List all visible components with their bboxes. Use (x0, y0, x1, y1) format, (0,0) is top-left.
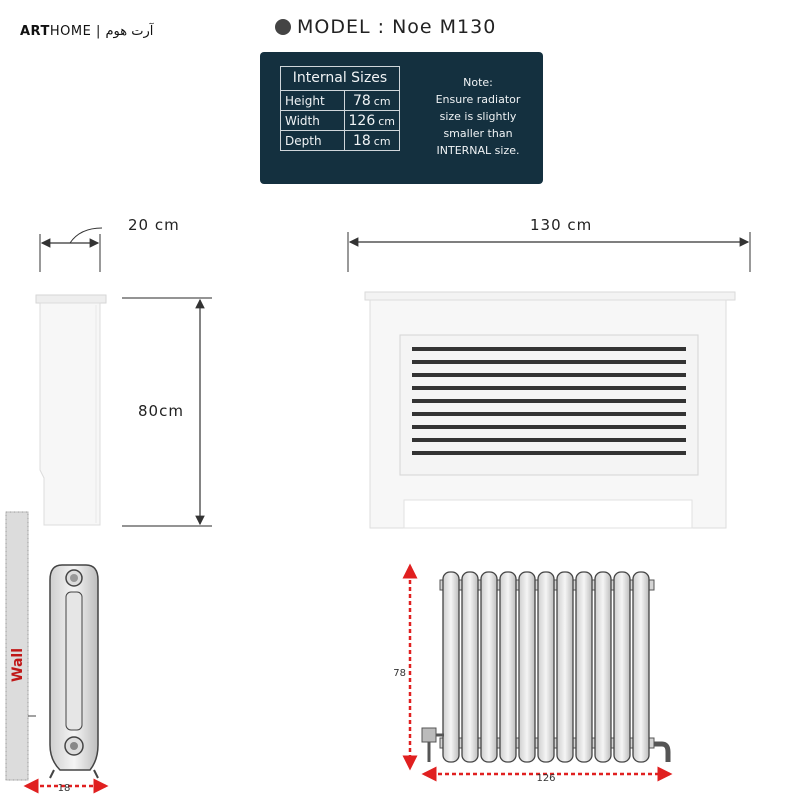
wall-label: Wall (10, 648, 26, 682)
note-line: smaller than (443, 127, 513, 140)
size-unit-height: cm (373, 94, 391, 108)
size-value-depth: 18 (352, 132, 371, 149)
note-line: size is slightly (439, 110, 517, 123)
model-value: Noe M130 (392, 16, 497, 38)
cover-depth-dimension (40, 228, 102, 272)
radiator-width-label: 126 (536, 773, 556, 784)
radiator-front-view (422, 572, 668, 762)
internal-sizes-title: Internal Sizes (281, 67, 399, 91)
model-label: MODEL (297, 16, 371, 38)
model-separator: : (377, 16, 386, 38)
wall-section (6, 512, 28, 780)
radiator-depth-label: 18 (57, 783, 71, 794)
size-unit-depth: cm (373, 134, 391, 148)
cover-width-label: 130 cm (530, 216, 593, 234)
brand-name-rest: HOME (49, 24, 92, 39)
note-line: Ensure radiator (435, 93, 521, 106)
radiator-height-label: 78 (393, 668, 406, 679)
cover-height-dimension (122, 298, 212, 526)
note-line: INTERNAL size. (436, 144, 520, 157)
size-unit-width: cm (378, 114, 395, 128)
note-title: Note: (463, 76, 493, 89)
cover-height-label: 80cm (138, 402, 184, 420)
cover-depth-label: 20 cm (128, 216, 180, 234)
brand-arabic: آرت هوم (105, 24, 154, 39)
size-value-height: 78 (352, 92, 371, 109)
size-label-width: Width (281, 111, 344, 131)
cover-width-dimension (348, 232, 750, 272)
size-value-width: 126 (348, 112, 376, 129)
cover-front-view (365, 292, 735, 528)
vent-slats (412, 347, 686, 455)
radiator-side-view (28, 565, 98, 778)
brand-separator: | (95, 24, 101, 39)
size-label-depth: Depth (281, 131, 344, 151)
cover-side-view (36, 295, 106, 525)
size-label-height: Height (281, 91, 344, 111)
brand-name-bold: ART (20, 24, 50, 39)
